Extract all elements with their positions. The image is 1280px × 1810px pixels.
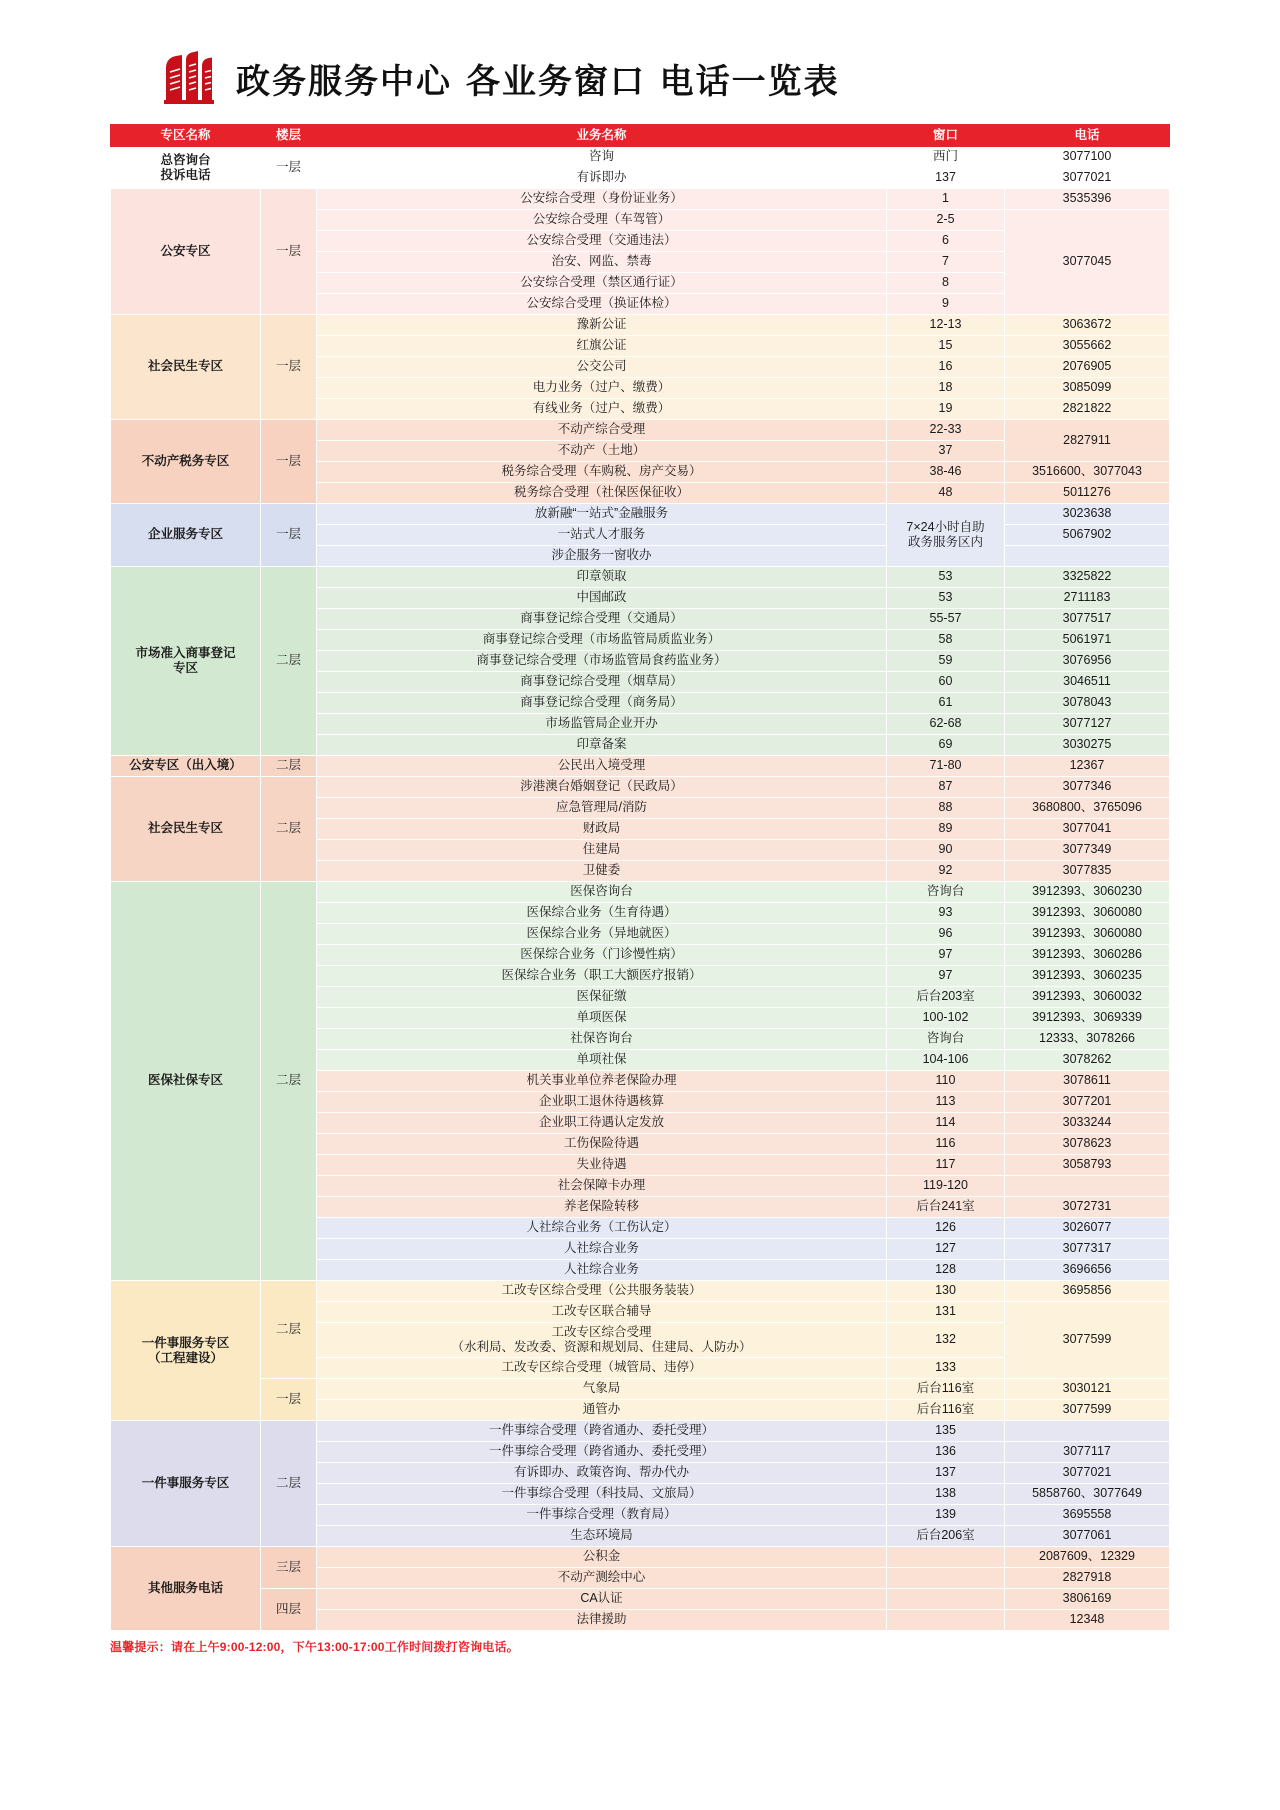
floor-cell: 一层 — [261, 189, 317, 315]
window-cell: 西门 — [887, 147, 1005, 168]
phone-cell: 3912393、3060080 — [1005, 903, 1170, 924]
zone-label-line1: 一件事服务专区 — [141, 1335, 230, 1350]
window-cell: 18 — [887, 378, 1005, 399]
phone-cell: 12367 — [1005, 756, 1170, 777]
zone-cell: 其他服务电话 — [111, 1547, 261, 1631]
table-row — [111, 1547, 1170, 1568]
business-cell: 生态环境局 — [317, 1526, 887, 1547]
phone-cell: 3030275 — [1005, 735, 1170, 756]
phone-cell: 3695558 — [1005, 1505, 1170, 1526]
col-zone: 专区名称 — [111, 125, 261, 147]
col-window: 窗口 — [887, 125, 1005, 147]
business-cell: 财政局 — [317, 819, 887, 840]
business-cell: 咨询 — [317, 147, 887, 168]
business-cell: 涉港澳台婚姻登记（民政局） — [317, 777, 887, 798]
business-cell: 印章领取 — [317, 567, 887, 588]
business-cell: 气象局 — [317, 1379, 887, 1400]
table-row — [111, 756, 1170, 777]
page-title: 政务服务中心 各业务窗口 电话一览表 — [236, 61, 840, 102]
business-cell: 卫健委 — [317, 861, 887, 882]
business-cell: 医保综合业务（异地就医） — [317, 924, 887, 945]
business-cell: 公安综合受理（身份证业务） — [317, 189, 887, 210]
zone-cell: 公安专区 — [111, 189, 261, 315]
business-cell: 印章备案 — [317, 735, 887, 756]
business-cell: 公安综合受理（禁区通行证） — [317, 273, 887, 294]
zone-cell: 公安专区（出入境） — [111, 756, 261, 777]
business-cell: 放新融“一站式”金融服务 — [317, 504, 887, 525]
window-cell: 119-120 — [887, 1176, 1005, 1197]
phone-cell: 3516600、3077043 — [1005, 462, 1170, 483]
phone-cell: 3033244 — [1005, 1113, 1170, 1134]
zone-cell: 医保社保专区 — [111, 882, 261, 1281]
business-cell: 工伤保险待遇 — [317, 1134, 887, 1155]
phone-cell: 3046511 — [1005, 672, 1170, 693]
floor-cell: 二层 — [261, 882, 317, 1281]
phone-cell: 3077201 — [1005, 1092, 1170, 1113]
window-cell: 137 — [887, 168, 1005, 189]
business-cell: 公积金 — [317, 1547, 887, 1568]
zone-label-line1: 市场准入商事登记 — [135, 646, 236, 660]
phone-cell: 3058793 — [1005, 1155, 1170, 1176]
phone-cell: 2827911 — [1005, 420, 1170, 462]
business-cell: 工改专区综合受理（城管局、违停） — [317, 1358, 887, 1379]
window-cell: 8 — [887, 273, 1005, 294]
phone-cell: 2711183 — [1005, 588, 1170, 609]
window-cell: 87 — [887, 777, 1005, 798]
phone-cell: 2827918 — [1005, 1568, 1170, 1589]
business-cell: 不动产综合受理 — [317, 420, 887, 441]
phone-cell: 2087609、12329 — [1005, 1547, 1170, 1568]
phone-cell: 3055662 — [1005, 336, 1170, 357]
business-cell: 医保综合业务（职工大额医疗报销） — [317, 966, 887, 987]
window-cell: 后台203室 — [887, 987, 1005, 1008]
business-cell: 公安综合受理（车驾管） — [317, 210, 887, 231]
window-cell: 113 — [887, 1092, 1005, 1113]
window-cell: 89 — [887, 819, 1005, 840]
business-cell: 公交公司 — [317, 357, 887, 378]
zone-cell: 一件事服务专区 — [111, 1421, 261, 1547]
business-cell: 中国邮政 — [317, 588, 887, 609]
zone-cell: 社会民生专区 — [111, 315, 261, 420]
window-cell: 咨询台 — [887, 1029, 1005, 1050]
business-cell: 医保咨询台 — [317, 882, 887, 903]
window-cell: 110 — [887, 1071, 1005, 1092]
zone-cell: 不动产税务专区 — [111, 420, 261, 504]
business-cell: 一站式人才服务 — [317, 525, 887, 546]
window-cell: 130 — [887, 1281, 1005, 1302]
col-phone: 电话 — [1005, 125, 1170, 147]
business-cell: 不动产测绘中心 — [317, 1568, 887, 1589]
floor-cell: 一层 — [261, 315, 317, 420]
window-cell: 138 — [887, 1484, 1005, 1505]
phone-cell: 3077317 — [1005, 1239, 1170, 1260]
table-row — [111, 882, 1170, 903]
window-cell: 9 — [887, 294, 1005, 315]
phone-cell: 3072731 — [1005, 1197, 1170, 1218]
phone-cell: 3078623 — [1005, 1134, 1170, 1155]
phone-cell: 3078043 — [1005, 693, 1170, 714]
business-cell: 单项社保 — [317, 1050, 887, 1071]
business-cell: 通管办 — [317, 1400, 887, 1421]
window-cell: 后台206室 — [887, 1526, 1005, 1547]
business-line2: （水利局、发改委、资源和规划局、住建局、人防办） — [451, 1340, 752, 1354]
floor-cell: 二层 — [261, 1281, 317, 1379]
business-cell — [317, 1323, 887, 1358]
window-cell: 88 — [887, 798, 1005, 819]
phone-cell — [1005, 1421, 1170, 1442]
page-header — [110, 50, 1170, 106]
business-cell: 医保征缴 — [317, 987, 887, 1008]
business-cell: 涉企服务一窗收办 — [317, 546, 887, 567]
business-cell: 一件事综合受理（跨省通办、委托受理） — [317, 1421, 887, 1442]
table-row — [111, 1421, 1170, 1442]
phone-cell: 3912393、3060286 — [1005, 945, 1170, 966]
table-row — [111, 1379, 1170, 1400]
phone-cell: 3077021 — [1005, 1463, 1170, 1484]
business-cell: 人社综合业务（工伤认定） — [317, 1218, 887, 1239]
business-cell: 有诉即办、政策咨询、帮办代办 — [317, 1463, 887, 1484]
floor-cell: 二层 — [261, 567, 317, 756]
table-row — [111, 777, 1170, 798]
business-cell: 不动产（土地） — [317, 441, 887, 462]
business-cell: 人社综合业务 — [317, 1260, 887, 1281]
window-cell: 128 — [887, 1260, 1005, 1281]
business-cell: 有诉即办 — [317, 168, 887, 189]
phone-cell: 3912393、3060032 — [1005, 987, 1170, 1008]
business-cell: 工改专区联合辅导 — [317, 1302, 887, 1323]
business-line1: 工改专区综合受理 — [551, 1325, 652, 1339]
footer-note: 温馨提示：请在上午9:00-12:00，下午13:00-17:00工作时间拨打咨询电话。 — [110, 1640, 519, 1654]
business-cell: CA认证 — [317, 1589, 887, 1610]
business-cell: 电力业务（过户、缴费） — [317, 378, 887, 399]
business-cell: 商事登记综合受理（交通局） — [317, 609, 887, 630]
window-cell: 6 — [887, 231, 1005, 252]
window-cell — [887, 504, 1005, 567]
window-cell: 1 — [887, 189, 1005, 210]
phone-cell: 5011276 — [1005, 483, 1170, 504]
window-cell: 2-5 — [887, 210, 1005, 231]
window-cell: 71-80 — [887, 756, 1005, 777]
phone-cell — [1005, 1176, 1170, 1197]
phone-cell: 5061971 — [1005, 630, 1170, 651]
phone-cell: 3912393、3060080 — [1005, 924, 1170, 945]
window-cell: 59 — [887, 651, 1005, 672]
phone-cell: 3078262 — [1005, 1050, 1170, 1071]
window-cell: 132 — [887, 1323, 1005, 1358]
business-cell: 单项医保 — [317, 1008, 887, 1029]
business-cell: 应急管理局/消防 — [317, 798, 887, 819]
phone-cell: 3077045 — [1005, 210, 1170, 315]
window-cell: 116 — [887, 1134, 1005, 1155]
window-cell: 12-13 — [887, 315, 1005, 336]
window-cell: 后台116室 — [887, 1400, 1005, 1421]
floor-cell: 三层 — [261, 1547, 317, 1589]
window-cell: 37 — [887, 441, 1005, 462]
phone-cell: 3535396 — [1005, 189, 1170, 210]
table-header-row — [111, 125, 1170, 147]
phone-cell: 3077349 — [1005, 840, 1170, 861]
window-cell: 48 — [887, 483, 1005, 504]
business-cell: 一件事综合受理（科技局、文旅局） — [317, 1484, 887, 1505]
business-cell: 税务综合受理（社保医保征收） — [317, 483, 887, 504]
business-cell: 一件事综合受理（教育局） — [317, 1505, 887, 1526]
zone-cell: 企业服务专区 — [111, 504, 261, 567]
table-row — [111, 567, 1170, 588]
zone-label-line2: （工程建设） — [147, 1350, 223, 1365]
window-cell: 114 — [887, 1113, 1005, 1134]
business-cell: 医保综合业务（生育待遇） — [317, 903, 887, 924]
floor-cell: 二层 — [261, 1421, 317, 1547]
phone-cell — [1005, 546, 1170, 567]
window-cell: 58 — [887, 630, 1005, 651]
business-cell: 法律援助 — [317, 1610, 887, 1631]
phone-cell: 3077599 — [1005, 1302, 1170, 1379]
window-cell: 135 — [887, 1421, 1005, 1442]
phone-cell: 3680800、3765096 — [1005, 798, 1170, 819]
business-cell: 住建局 — [317, 840, 887, 861]
floor-cell: 一层 — [261, 420, 317, 504]
window-cell: 62-68 — [887, 714, 1005, 735]
window-cell: 16 — [887, 357, 1005, 378]
floor-cell: 一层 — [261, 504, 317, 567]
col-floor: 楼层 — [261, 125, 317, 147]
phone-cell: 3026077 — [1005, 1218, 1170, 1239]
window-cell — [887, 1568, 1005, 1589]
floor-cell: 一层 — [261, 1379, 317, 1421]
phone-cell: 3912393、3060235 — [1005, 966, 1170, 987]
window-cell: 7 — [887, 252, 1005, 273]
window-cell: 92 — [887, 861, 1005, 882]
business-cell: 商事登记综合受理（市场监管局质监业务） — [317, 630, 887, 651]
phone-cell: 3077061 — [1005, 1526, 1170, 1547]
phone-cell: 3912393、3069339 — [1005, 1008, 1170, 1029]
window-cell: 22-33 — [887, 420, 1005, 441]
business-cell: 企业职工待遇认定发放 — [317, 1113, 887, 1134]
business-cell: 有线业务（过户、缴费） — [317, 399, 887, 420]
floor-cell: 二层 — [261, 756, 317, 777]
phone-cell: 12348 — [1005, 1610, 1170, 1631]
business-cell: 红旗公证 — [317, 336, 887, 357]
business-cell: 人社综合业务 — [317, 1239, 887, 1260]
window-cell: 后台116室 — [887, 1379, 1005, 1400]
window-cell: 96 — [887, 924, 1005, 945]
business-cell: 公安综合受理（换证体检） — [317, 294, 887, 315]
floor-cell: 四层 — [261, 1589, 317, 1631]
business-cell: 机关事业单位养老保险办理 — [317, 1071, 887, 1092]
table-row — [111, 1281, 1170, 1302]
window-cell: 137 — [887, 1463, 1005, 1484]
phone-cell: 5067902 — [1005, 525, 1170, 546]
business-cell: 工改专区综合受理（公共服务装装） — [317, 1281, 887, 1302]
window-cell: 15 — [887, 336, 1005, 357]
business-cell: 社会保障卡办理 — [317, 1176, 887, 1197]
business-cell: 企业职工退休待遇核算 — [317, 1092, 887, 1113]
phone-cell: 3077127 — [1005, 714, 1170, 735]
window-cell — [887, 1610, 1005, 1631]
window-cell: 53 — [887, 588, 1005, 609]
window-cell: 53 — [887, 567, 1005, 588]
phone-cell: 3806169 — [1005, 1589, 1170, 1610]
business-cell: 商事登记综合受理（商务局） — [317, 693, 887, 714]
col-business: 业务名称 — [317, 125, 887, 147]
window-cell: 117 — [887, 1155, 1005, 1176]
floor-cell: 一层 — [261, 147, 317, 189]
business-cell: 商事登记综合受理（烟草局） — [317, 672, 887, 693]
business-cell: 医保综合业务（门诊慢性病） — [317, 945, 887, 966]
window-line1: 7×24小时自助 — [906, 520, 985, 534]
business-cell: 市场监管局企业开办 — [317, 714, 887, 735]
business-cell: 公民出入境受理 — [317, 756, 887, 777]
phone-cell: 5858760、3077649 — [1005, 1484, 1170, 1505]
business-cell: 社保咨询台 — [317, 1029, 887, 1050]
service-window-table — [110, 124, 1170, 1631]
zone-label-line2: 投诉电话 — [160, 167, 211, 182]
phone-cell: 3912393、3060230 — [1005, 882, 1170, 903]
zone-cell — [111, 147, 261, 189]
phone-cell: 2076905 — [1005, 357, 1170, 378]
window-cell: 后台241室 — [887, 1197, 1005, 1218]
window-cell: 136 — [887, 1442, 1005, 1463]
phone-cell: 3077100 — [1005, 147, 1170, 168]
phone-cell: 3696656 — [1005, 1260, 1170, 1281]
window-cell: 126 — [887, 1218, 1005, 1239]
building-logo-icon — [156, 50, 218, 106]
table-row — [111, 1589, 1170, 1610]
window-cell: 咨询台 — [887, 882, 1005, 903]
phone-cell: 3078611 — [1005, 1071, 1170, 1092]
phone-cell: 3076956 — [1005, 651, 1170, 672]
window-cell: 90 — [887, 840, 1005, 861]
floor-cell: 二层 — [261, 777, 317, 882]
table-row — [111, 420, 1170, 441]
phone-cell: 3077117 — [1005, 1442, 1170, 1463]
phone-cell: 3325822 — [1005, 567, 1170, 588]
business-cell: 失业待遇 — [317, 1155, 887, 1176]
window-cell: 139 — [887, 1505, 1005, 1526]
table-row — [111, 147, 1170, 168]
table-row — [111, 315, 1170, 336]
window-cell: 127 — [887, 1239, 1005, 1260]
phone-cell: 3077599 — [1005, 1400, 1170, 1421]
window-cell: 104-106 — [887, 1050, 1005, 1071]
window-line2: 政务服务区内 — [907, 535, 983, 549]
table-row — [111, 189, 1170, 210]
table-row — [111, 504, 1170, 525]
zone-cell — [111, 1281, 261, 1421]
phone-cell: 2821822 — [1005, 399, 1170, 420]
phone-cell: 3077346 — [1005, 777, 1170, 798]
zone-label-line2: 专区 — [172, 661, 198, 675]
zone-cell: 社会民生专区 — [111, 777, 261, 882]
business-cell: 豫新公证 — [317, 315, 887, 336]
window-cell: 69 — [887, 735, 1005, 756]
window-cell: 133 — [887, 1358, 1005, 1379]
window-cell: 131 — [887, 1302, 1005, 1323]
business-cell: 治安、网监、禁毒 — [317, 252, 887, 273]
window-cell: 38-46 — [887, 462, 1005, 483]
phone-cell: 3030121 — [1005, 1379, 1170, 1400]
phone-cell: 3085099 — [1005, 378, 1170, 399]
zone-label-line1: 总咨询台 — [160, 152, 211, 167]
phone-cell: 3077041 — [1005, 819, 1170, 840]
window-cell — [887, 1589, 1005, 1610]
business-cell: 税务综合受理（车购税、房产交易） — [317, 462, 887, 483]
window-cell: 61 — [887, 693, 1005, 714]
window-cell: 97 — [887, 966, 1005, 987]
phone-cell: 3077835 — [1005, 861, 1170, 882]
business-cell: 一件事综合受理（跨省通办、委托受理） — [317, 1442, 887, 1463]
phone-cell: 3077021 — [1005, 168, 1170, 189]
business-cell: 商事登记综合受理（市场监管局食药监业务） — [317, 651, 887, 672]
window-cell: 19 — [887, 399, 1005, 420]
phone-cell: 3023638 — [1005, 504, 1170, 525]
phone-cell: 3063672 — [1005, 315, 1170, 336]
window-cell: 97 — [887, 945, 1005, 966]
phone-cell: 3077517 — [1005, 609, 1170, 630]
window-cell: 93 — [887, 903, 1005, 924]
phone-cell: 3695856 — [1005, 1281, 1170, 1302]
window-cell — [887, 1547, 1005, 1568]
phone-cell: 12333、3078266 — [1005, 1029, 1170, 1050]
business-cell: 公安综合受理（交通违法） — [317, 231, 887, 252]
zone-cell — [111, 567, 261, 756]
window-cell: 60 — [887, 672, 1005, 693]
window-cell: 55-57 — [887, 609, 1005, 630]
business-cell: 养老保险转移 — [317, 1197, 887, 1218]
window-cell: 100-102 — [887, 1008, 1005, 1029]
